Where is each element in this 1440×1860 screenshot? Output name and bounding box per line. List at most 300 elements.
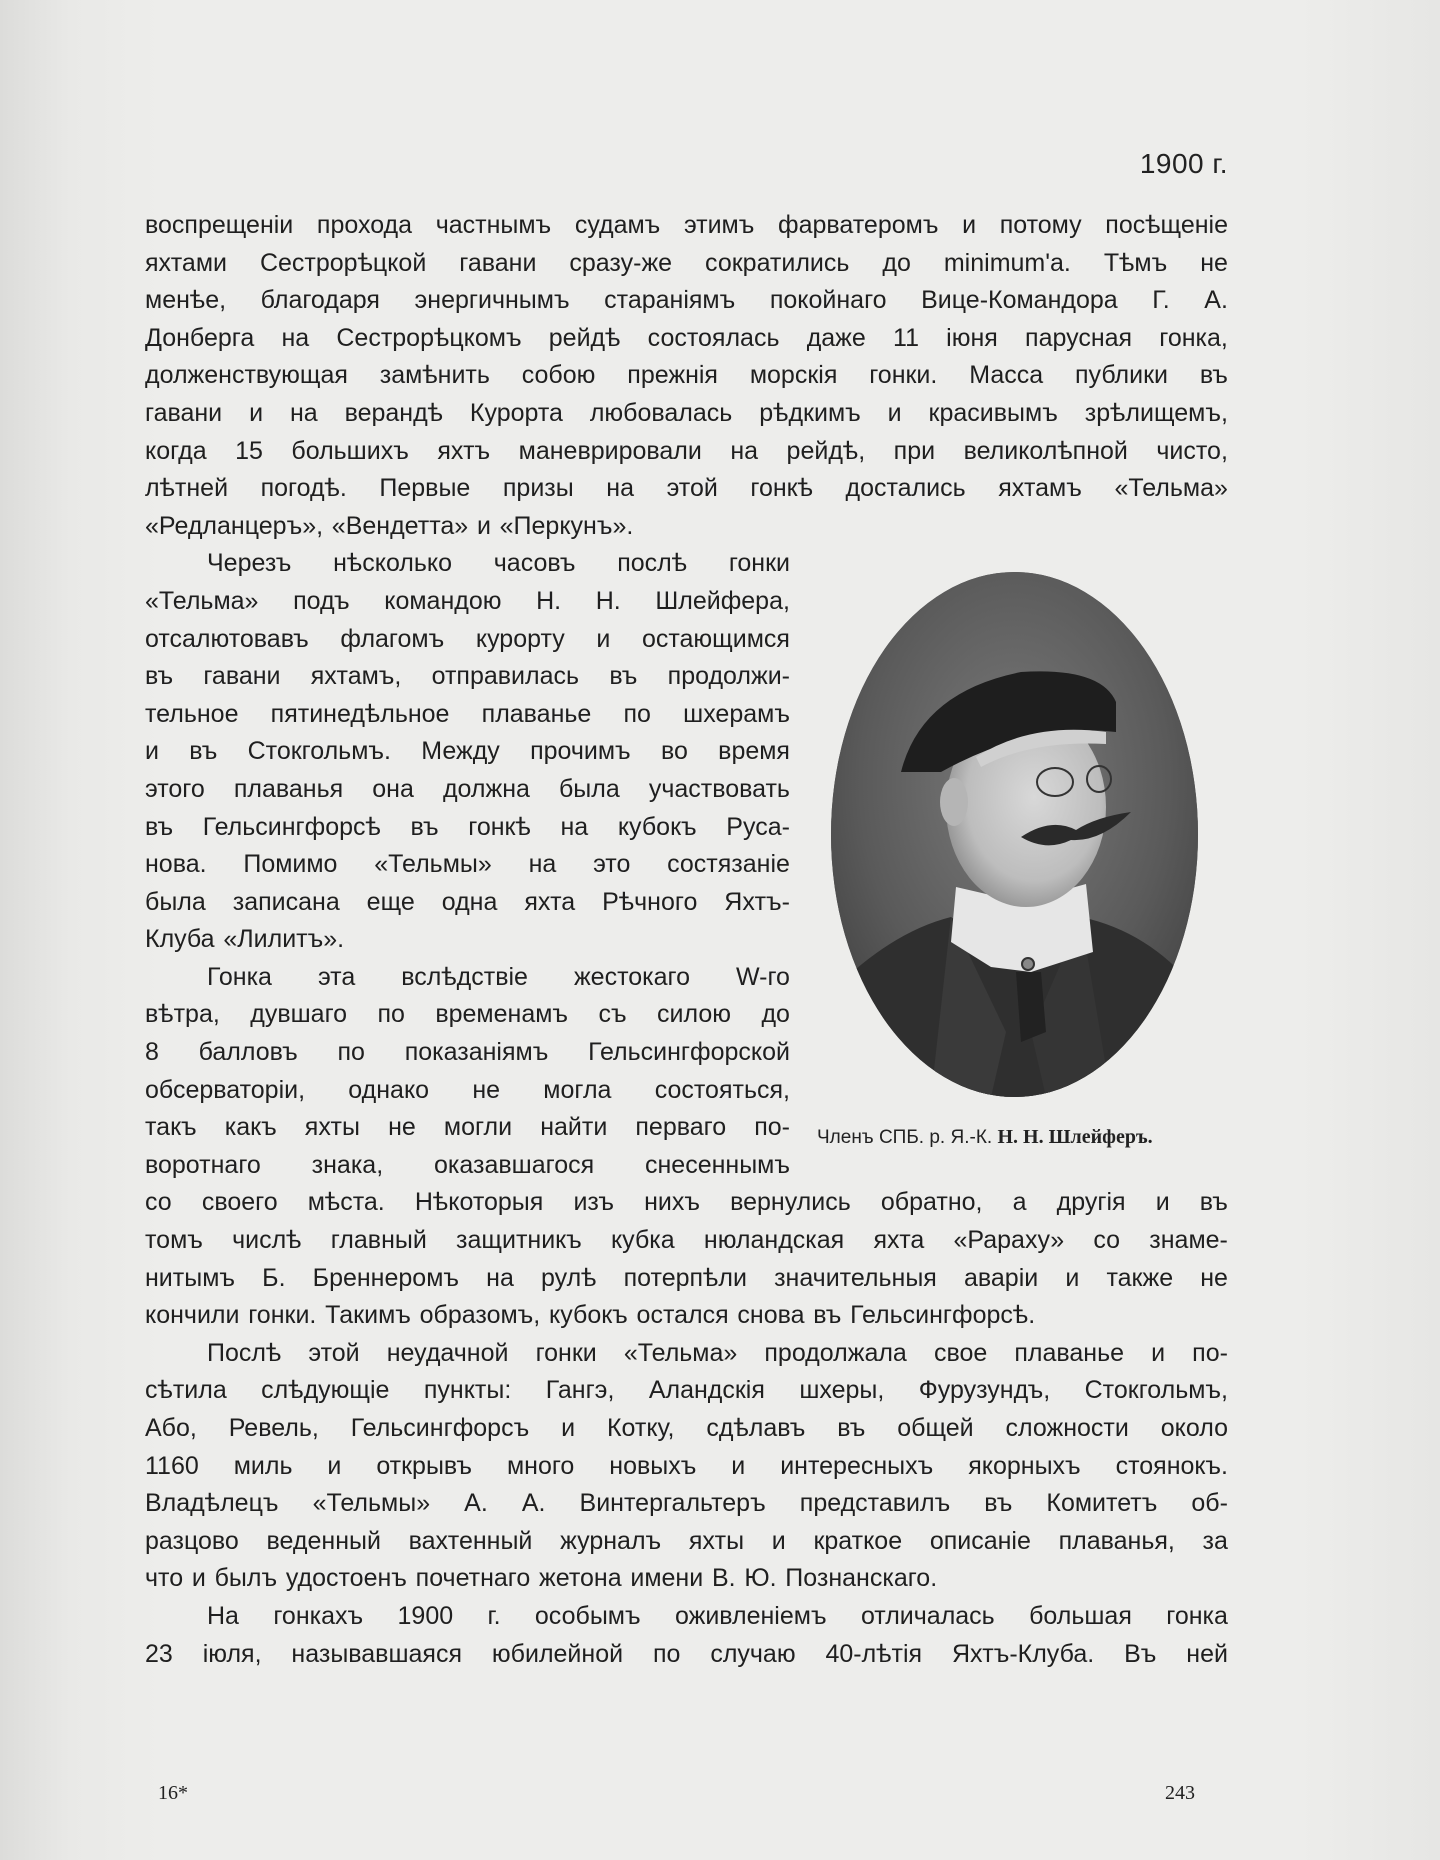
word: Первые [379, 474, 471, 503]
word: маневрировали [518, 436, 702, 465]
word: Бреннеромъ [312, 1263, 460, 1292]
word: Донберга [145, 323, 255, 352]
word: Яхтъ- [724, 887, 790, 916]
word: курорту [475, 624, 565, 653]
word: Винтергальтеръ [579, 1489, 766, 1518]
word: была [145, 887, 206, 916]
word: и [1155, 1188, 1170, 1217]
text-line [145, 733, 790, 771]
word: числѣ [232, 1226, 302, 1255]
word: потерпѣли [623, 1263, 747, 1292]
word: и [962, 211, 977, 239]
word: по [337, 1038, 365, 1067]
caption-name: Н. Н. Шлейферъ. [997, 1126, 1153, 1148]
word: пятинедѣльное [270, 699, 450, 728]
text-line [145, 320, 1228, 358]
word: одна [441, 887, 498, 916]
word: А. [521, 1489, 546, 1518]
word: 11 [893, 323, 919, 352]
word: такъ [145, 1113, 197, 1142]
word: Руса- [726, 812, 790, 841]
word: гонки. [869, 361, 938, 390]
word: достались [845, 474, 966, 503]
word: томъ [145, 1226, 203, 1255]
word: гонкѣ [468, 812, 531, 841]
word: въ [837, 1414, 866, 1442]
word: посѣщенiе [1105, 211, 1228, 239]
word: она [372, 774, 414, 803]
word: называвшаяся [291, 1639, 463, 1668]
word: около [1160, 1414, 1228, 1442]
word: гонки [728, 549, 790, 578]
word: силою [657, 1000, 732, 1029]
word: свое [933, 1338, 988, 1367]
word: «Тельма» [145, 586, 259, 615]
word: значительныя [774, 1263, 937, 1292]
word: и [191, 1564, 206, 1593]
text-line [145, 1410, 1228, 1448]
word: удостоенъ [285, 1564, 407, 1593]
word: сдѣлавъ [706, 1414, 806, 1442]
word: гавани [145, 398, 223, 427]
text-line [145, 884, 790, 922]
word: на [528, 850, 557, 879]
word: должна [442, 774, 530, 803]
text-line [145, 846, 790, 884]
word: остался [636, 1301, 729, 1330]
word: гонкахъ [273, 1601, 364, 1630]
word: съ [598, 1000, 627, 1029]
word: однако [348, 1075, 430, 1104]
word: W-го [736, 962, 790, 991]
text-line [145, 1184, 1228, 1222]
word: открывъ [376, 1451, 473, 1480]
word: нова. [145, 850, 207, 879]
word: знака, [311, 1150, 384, 1179]
word: до [761, 1000, 790, 1029]
portrait-photo [831, 572, 1198, 1097]
caption-prefix: Членъ СПБ. р. Я.-К. [817, 1127, 993, 1148]
word: «Лилитъ». [223, 925, 345, 954]
word: оказавшагося [434, 1150, 595, 1179]
word: 40-лѣтiя [825, 1639, 923, 1668]
running-head-year: 1900 г. [1139, 148, 1228, 179]
signature-mark: 16* [158, 1782, 188, 1804]
word: Ревель, [228, 1414, 319, 1442]
word: показанiямъ [404, 1038, 549, 1067]
word: minimum'а. [943, 248, 1071, 277]
word: былъ [214, 1564, 278, 1593]
word: въ [410, 812, 439, 841]
word: оживленiемъ [674, 1601, 827, 1630]
word: зрѣлищемъ, [1084, 398, 1228, 427]
paragraph-3-wide [145, 1184, 1228, 1334]
word: еще [366, 887, 415, 916]
word: гавани [459, 248, 537, 277]
word: кубокъ [549, 1301, 628, 1330]
word: представилъ [799, 1489, 951, 1518]
text-line [145, 1297, 1228, 1335]
word: когда [145, 436, 207, 465]
word: Гельсингфорсѣ [202, 812, 381, 841]
word: Ю. [744, 1564, 777, 1593]
word: и [1065, 1263, 1080, 1292]
word: записана [232, 887, 340, 916]
word: неудачной [386, 1338, 509, 1367]
paragraph-2 [145, 545, 790, 959]
word: перваго [635, 1113, 727, 1142]
word: Въ [1124, 1639, 1157, 1668]
word: Тѣмъ [1103, 248, 1168, 277]
text-line [145, 658, 790, 696]
word: временамъ [435, 1000, 569, 1029]
word: Стокгольмъ, [1084, 1376, 1228, 1405]
word: «Вендетта» [331, 511, 469, 540]
word: и [476, 511, 491, 540]
word: сразу-же [569, 248, 673, 277]
word: яхтамъ [998, 474, 1082, 503]
word: «Тельмы» [312, 1489, 431, 1518]
word: изъ [573, 1188, 614, 1217]
word: командою [384, 586, 502, 615]
word: Сестрорѣцкомъ [336, 323, 522, 352]
word: отсалютовавъ [145, 624, 309, 653]
word: время [718, 737, 790, 766]
word: вахтенный [408, 1526, 533, 1555]
word: Г. [1152, 286, 1170, 315]
text-line [145, 1260, 1228, 1298]
text-line [145, 621, 790, 659]
word: жетона [539, 1564, 622, 1593]
word: въ [145, 662, 174, 691]
word: и [249, 398, 264, 427]
word: могла [543, 1075, 612, 1104]
word: нѣсколько [333, 549, 453, 578]
word: яхта [873, 1226, 925, 1255]
word: iюля, [202, 1639, 262, 1668]
word: въ [1199, 1188, 1228, 1217]
word: вслѣдствiе [401, 962, 528, 991]
word: на [281, 323, 310, 352]
word: фарватеромъ [778, 211, 939, 239]
text-line [145, 1636, 1228, 1674]
word: что [145, 1564, 184, 1593]
text-line [145, 1147, 790, 1185]
word: Вице-Командора [921, 286, 1118, 315]
word: была [558, 774, 620, 803]
word: состояться, [654, 1075, 790, 1104]
word: ней [1186, 1639, 1228, 1668]
word: на [730, 436, 759, 465]
word: «Тельма» [623, 1338, 738, 1367]
word: а [1012, 1188, 1027, 1217]
word: Черезъ [207, 549, 292, 578]
word: об- [1191, 1489, 1228, 1518]
word: на [289, 398, 318, 427]
word: на [560, 812, 589, 841]
word: по [377, 1000, 405, 1029]
word: вернулись [730, 1188, 851, 1217]
word: почетнаго [415, 1564, 531, 1593]
word: Фурузундъ, [918, 1376, 1051, 1405]
word: 1900 [397, 1601, 454, 1630]
word: защитникъ [456, 1226, 582, 1255]
word: Между [421, 737, 500, 766]
text-line [145, 771, 790, 809]
word: гонка, [1159, 323, 1228, 352]
word: миль [233, 1451, 293, 1480]
word: яхты [304, 1113, 360, 1142]
word: и [731, 1451, 746, 1480]
word: яхта [524, 887, 576, 916]
word: подъ [293, 586, 350, 615]
word: и [1151, 1338, 1166, 1367]
word: большихъ [291, 436, 409, 465]
word: не [472, 1075, 501, 1104]
word: отличалась [860, 1601, 995, 1630]
word: яхтами [145, 248, 227, 277]
word: во [660, 737, 688, 766]
word: участвовать [648, 774, 790, 803]
word: эта [317, 962, 356, 991]
word: лѣтней [145, 474, 229, 503]
word: 15 [235, 436, 263, 465]
word: кубокъ [617, 812, 697, 841]
word: плаванье [481, 699, 592, 728]
word: Послѣ [207, 1338, 282, 1367]
word: долженствующая [145, 361, 348, 390]
text-line [145, 996, 790, 1034]
word: гонкѣ [750, 474, 813, 503]
word: 8 [145, 1038, 159, 1067]
text-line [145, 1109, 790, 1147]
word: гавани [203, 662, 281, 691]
text-line [145, 921, 790, 959]
paragraph-3-narrow [145, 959, 790, 1185]
word: верандѣ [344, 398, 443, 427]
word: 23 [145, 1639, 173, 1668]
word: продолжи- [667, 662, 790, 691]
text-line [145, 809, 790, 847]
word: этого [145, 774, 205, 803]
word: по [623, 699, 651, 728]
word: плаванья [233, 774, 344, 803]
word: сѣтила [145, 1376, 227, 1405]
word: другiя [1056, 1188, 1126, 1217]
word: жестокаго [573, 962, 691, 991]
text-line [145, 395, 1228, 433]
word: нитымъ [145, 1263, 236, 1292]
word: чисто, [1156, 436, 1228, 465]
word: Гонка [207, 962, 272, 991]
portrait-image-icon [831, 572, 1198, 1097]
word: потому [999, 211, 1082, 239]
word: яхтъ [437, 436, 491, 465]
word: шхерамъ [683, 699, 790, 728]
word: А. [1204, 286, 1228, 315]
word: Н. [595, 586, 621, 615]
text-line [145, 1034, 790, 1072]
word: въ [1199, 361, 1228, 390]
word: этой [308, 1338, 360, 1367]
text-line [145, 470, 1228, 508]
word: и [596, 624, 611, 653]
text-line [145, 1372, 1228, 1410]
word: снесеннымъ [644, 1150, 790, 1179]
word: остающимся [641, 624, 790, 653]
word: воспрещенiи [145, 211, 294, 239]
word: обсерваторiи, [145, 1075, 306, 1104]
word: какъ [224, 1113, 277, 1142]
word: не [388, 1113, 416, 1142]
word: гонка [1166, 1601, 1228, 1630]
word: слѣдующiе [261, 1376, 390, 1405]
word: 1160 [145, 1451, 199, 1480]
text-line [145, 1560, 1228, 1598]
word: кончили [145, 1301, 240, 1330]
word: вѣтра, [145, 1000, 220, 1029]
text-line [145, 1072, 790, 1110]
word: Комитетъ [1046, 1489, 1158, 1518]
word: плаванье [1014, 1338, 1125, 1367]
word: Гельсингфорской [588, 1038, 790, 1067]
word: плаванья, [1058, 1526, 1175, 1555]
word: найти [540, 1113, 608, 1142]
word: шхеры, [799, 1376, 885, 1405]
word: рѣдкимъ [759, 398, 861, 427]
word: г. [487, 1601, 501, 1630]
word: въ [609, 662, 638, 691]
text-line [145, 245, 1228, 283]
text-line [145, 1222, 1228, 1260]
word: новыхъ [609, 1451, 697, 1480]
word: призы [502, 474, 574, 503]
word: дувшаго [250, 1000, 348, 1029]
word: послѣ [617, 549, 688, 578]
page-number: 243 [1165, 1782, 1195, 1804]
word: по- [1192, 1338, 1228, 1367]
word: отправилась [431, 662, 580, 691]
word: рейдѣ, [786, 436, 866, 465]
text-line [145, 1335, 1228, 1373]
word: журналъ [560, 1526, 662, 1555]
text-line [145, 959, 790, 997]
word: за [1202, 1526, 1228, 1555]
word: мѣста. [307, 1188, 385, 1217]
word: Владѣлецъ [145, 1489, 279, 1518]
word: На [207, 1601, 239, 1630]
word: Гангэ, [545, 1376, 615, 1405]
word: снова [737, 1301, 805, 1330]
word: особымъ [534, 1601, 641, 1630]
word: «Перкунъ». [499, 511, 634, 540]
word: на [486, 1263, 514, 1292]
word: не [1200, 248, 1228, 277]
word: кубка [610, 1226, 675, 1255]
word: балловъ [198, 1038, 298, 1067]
word: якорныхъ [968, 1451, 1081, 1480]
word: и [561, 1414, 576, 1442]
word: «Тельмы» [374, 850, 492, 879]
text-line [145, 545, 790, 583]
word: Н. [536, 586, 562, 615]
word: сложности [1005, 1414, 1129, 1442]
word: интересныхъ [780, 1451, 934, 1480]
text-line [145, 1485, 1228, 1523]
word: нихъ [644, 1188, 700, 1217]
text-line [145, 583, 790, 621]
word: Або, [145, 1414, 197, 1442]
word: аварiи [963, 1263, 1039, 1292]
word: краткое [813, 1526, 903, 1555]
paragraph-5 [145, 1598, 1228, 1673]
word: Такимъ [325, 1301, 411, 1330]
word: прежнія [627, 361, 718, 390]
word: образомъ, [419, 1301, 541, 1330]
word: по [652, 1639, 681, 1668]
word: со [145, 1188, 172, 1217]
word: пункты: [423, 1376, 512, 1405]
word: «Тельма» [1114, 474, 1228, 503]
word: погодѣ. [260, 474, 347, 503]
word: частнымъ [435, 211, 552, 239]
word: парусная [1025, 323, 1133, 352]
word: до [882, 248, 911, 277]
word: яхтамъ, [310, 662, 402, 691]
word: въ [145, 812, 174, 841]
word: и [771, 1526, 786, 1555]
word: А. [464, 1489, 488, 1518]
word: судамъ [574, 211, 661, 239]
word: знаме- [1149, 1226, 1228, 1255]
word: могли [443, 1113, 513, 1142]
word: гонки [535, 1338, 597, 1367]
word: имени [630, 1564, 704, 1593]
word: покойнаго [769, 286, 887, 315]
word: не [1200, 1263, 1228, 1292]
text-line [145, 433, 1228, 471]
word: Стокгольмъ. [247, 737, 391, 766]
paragraph-1 [145, 207, 1228, 545]
text-line [145, 1448, 1228, 1486]
word: любовалась [589, 398, 733, 427]
text-line [145, 357, 1228, 395]
word: даже [806, 323, 866, 352]
word: сократились [705, 248, 850, 277]
word: «Редланцеръ», [145, 511, 324, 540]
word: В. [711, 1564, 736, 1593]
word: много [506, 1451, 575, 1480]
word: и [327, 1451, 342, 1480]
word: публики [1075, 361, 1168, 390]
word: стоянокъ. [1115, 1451, 1228, 1480]
word: при [893, 436, 936, 465]
word: въ [813, 1301, 842, 1330]
word: благодаря [260, 286, 380, 315]
word: на [606, 474, 635, 503]
word: со [1093, 1226, 1121, 1255]
word: случаю [710, 1639, 796, 1668]
word: Сестрорѣцкой [259, 248, 427, 277]
word: это [593, 850, 631, 879]
word: состоялась [647, 323, 780, 352]
text-line [145, 508, 1228, 546]
word: описанiе [929, 1526, 1031, 1555]
text-line [145, 696, 790, 734]
word: Шлейфера, [655, 586, 790, 615]
word: Курорта [469, 398, 563, 427]
word: часовъ [493, 549, 576, 578]
